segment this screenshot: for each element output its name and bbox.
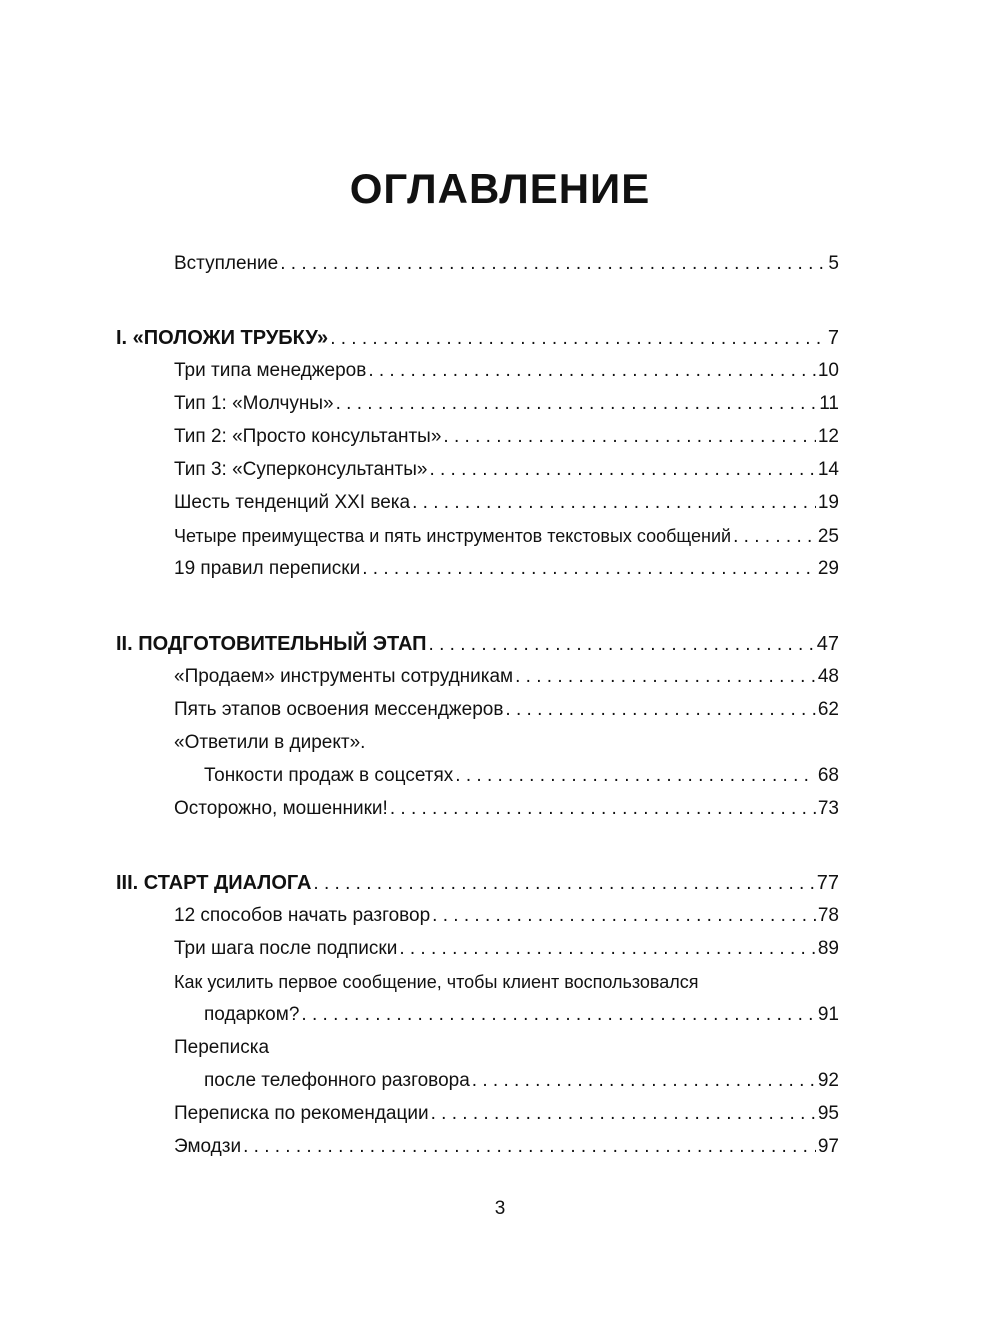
toc-part-label: III. СТАРТ ДИАЛОГА xyxy=(116,872,312,894)
toc-entry[interactable] xyxy=(174,488,839,518)
toc-entry-label: Переписка по рекомендации xyxy=(174,1103,429,1124)
toc-page-number: 68 xyxy=(817,765,839,786)
toc-page-number: 95 xyxy=(817,1103,839,1124)
leader-dots xyxy=(431,1099,816,1129)
toc-page-number: 12 xyxy=(817,426,839,447)
toc-entry[interactable] xyxy=(174,521,839,551)
toc-page-number: 5 xyxy=(828,253,839,274)
toc-entry-intro[interactable] xyxy=(174,249,839,279)
toc-entry-label: Вступление xyxy=(174,253,279,274)
toc-page-number: 7 xyxy=(827,327,839,349)
toc-entry[interactable] xyxy=(174,1132,839,1162)
leader-dots xyxy=(313,869,814,899)
toc-page-number: 48 xyxy=(817,666,839,687)
toc-entry-label: 12 способов начать разговор xyxy=(174,905,431,926)
toc-entry[interactable] xyxy=(174,794,839,824)
leader-dots xyxy=(362,554,816,584)
toc-entry-label: Три шага после подписки xyxy=(174,938,398,959)
toc-entry-label: Эмодзи xyxy=(174,1136,242,1157)
toc-entry[interactable] xyxy=(174,455,839,485)
leader-dots xyxy=(399,934,816,964)
toc-page-number: 62 xyxy=(817,699,839,720)
leader-dots xyxy=(472,1066,816,1096)
leader-dots xyxy=(733,522,816,552)
leader-dots xyxy=(243,1132,816,1162)
leader-dots xyxy=(432,901,816,931)
toc-entry-label: после телефонного разговора xyxy=(204,1070,470,1091)
toc-page-number: 14 xyxy=(817,459,839,480)
toc-entry-label: «Продаем» инструменты сотрудникам xyxy=(174,666,514,687)
leader-dots xyxy=(429,630,815,660)
toc-page-number: 11 xyxy=(819,393,839,414)
toc-page-number: 19 xyxy=(817,492,839,513)
toc-entry-label: 19 правил переписки xyxy=(174,558,361,579)
toc-entry-label: Четыре преимущества и пять инструментов текстовых сообщений xyxy=(174,526,732,546)
page-title: ОГЛАВЛЕНИЕ xyxy=(349,165,651,212)
toc-page-number: 29 xyxy=(817,558,839,579)
toc-entry-label: Тип 3: «Суперконсультанты» xyxy=(174,459,428,480)
leader-dots xyxy=(505,695,815,725)
page-number-footer: 3 xyxy=(494,1198,506,1219)
toc-part-1[interactable] xyxy=(116,323,839,353)
toc-entry-first-line[interactable]: «Ответили в директ». xyxy=(174,732,366,753)
toc-entry-continuation[interactable] xyxy=(204,1066,839,1096)
toc-entry-continuation[interactable] xyxy=(204,1000,839,1030)
toc-entry[interactable] xyxy=(174,356,839,386)
toc-entry-label: Тонкости продаж в соцсетях xyxy=(204,765,454,786)
toc-entry-label: Шесть тенденций XXI века xyxy=(174,492,411,513)
leader-dots xyxy=(280,249,826,279)
leader-dots xyxy=(368,356,816,386)
leader-dots xyxy=(515,662,816,692)
toc-entry[interactable] xyxy=(174,901,839,931)
toc-entry[interactable] xyxy=(174,1099,839,1129)
toc-part-3[interactable] xyxy=(116,868,839,898)
toc-page-number: 78 xyxy=(817,905,839,926)
toc-entry-first-line[interactable]: Переписка xyxy=(174,1037,270,1058)
toc-entry-label: Тип 2: «Просто консультанты» xyxy=(174,426,442,447)
toc-page-number: 91 xyxy=(817,1004,839,1025)
leader-dots xyxy=(455,761,816,791)
leader-dots xyxy=(390,794,816,824)
toc-page-number: 97 xyxy=(817,1136,839,1157)
toc-entry[interactable] xyxy=(174,934,839,964)
toc-page-number: 89 xyxy=(817,938,839,959)
toc-page-number: 77 xyxy=(816,872,839,894)
leader-dots xyxy=(336,389,818,419)
leader-dots xyxy=(330,324,826,354)
toc-page-number: 92 xyxy=(817,1070,839,1091)
toc-entry-label: Тип 1: «Молчуны» xyxy=(174,393,334,414)
leader-dots xyxy=(412,488,816,518)
leader-dots xyxy=(301,1000,815,1030)
toc-page-number: 25 xyxy=(817,526,839,547)
toc-part-label: II. ПОДГОТОВИТЕЛЬНЫЙ ЭТАП xyxy=(116,633,427,655)
toc-entry-continuation[interactable] xyxy=(204,761,839,791)
toc-entry-label: Три типа менеджеров xyxy=(174,360,367,381)
toc-entry-first-line[interactable]: Как усилить первое сообщение, чтобы клиент воспользовался xyxy=(174,972,699,992)
toc-part-label: I. «ПОЛОЖИ ТРУБКУ» xyxy=(116,327,329,349)
toc-page-number: 10 xyxy=(817,360,839,381)
toc-entry-label: Осторожно, мошенники! xyxy=(174,798,388,819)
leader-dots xyxy=(443,422,815,452)
toc-entry[interactable] xyxy=(174,695,839,725)
toc-entry[interactable] xyxy=(174,389,839,419)
toc-entry[interactable] xyxy=(174,554,839,584)
toc-page-number: 73 xyxy=(817,798,839,819)
toc-entry[interactable] xyxy=(174,422,839,452)
toc-part-2[interactable] xyxy=(116,629,839,659)
leader-dots xyxy=(429,455,815,485)
toc-entry-label: Пять этапов освоения мессенджеров xyxy=(174,699,504,720)
toc-entry-label: подарком? xyxy=(204,1004,300,1025)
toc-entry[interactable] xyxy=(174,662,839,692)
toc-page-number: 47 xyxy=(816,633,839,655)
